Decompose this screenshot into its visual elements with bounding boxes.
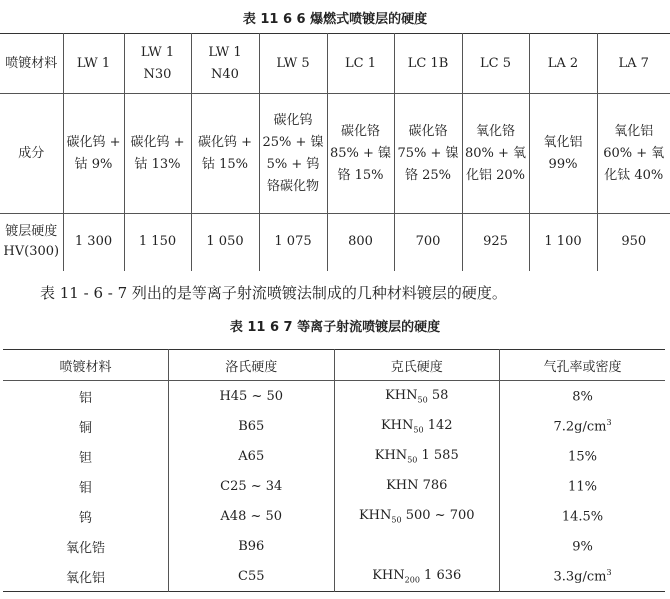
porosity-unit-exponent: 3 (606, 417, 612, 427)
hardness-cell: 1 075 (259, 214, 327, 271)
knoop-sub: 50 (407, 455, 418, 465)
hardness-cell: 1 150 (124, 214, 191, 271)
porosity-value: 9% (572, 539, 593, 555)
column-header: 喷镀材料 (59, 359, 112, 375)
porosity-cell (500, 561, 666, 592)
hardness-cell: 800 (327, 214, 394, 271)
knoop-sub: 50 (391, 515, 402, 525)
knoop-cell (334, 441, 500, 471)
hardness-cell: 1 100 (529, 214, 597, 271)
composition-cell: 碳化钨 25% + 镍 5% + 钨 铬碳化物 (259, 94, 327, 214)
table-row (3, 411, 665, 441)
table-detonation-coating-hardness (0, 33, 670, 271)
composition-cell: 碳化铬 85% + 镍 铬 15% (327, 94, 394, 214)
column-header: 克氏硬度 (334, 350, 500, 381)
rockwell-cell: B65 (169, 411, 335, 441)
knoop-cell (334, 531, 500, 561)
hardness-cell: 1 300 (63, 214, 124, 271)
knoop-val: 500 ~ 700 (401, 507, 475, 523)
hardness-cell: 925 (462, 214, 529, 271)
porosity-cell (500, 441, 666, 471)
knoop-cell (334, 501, 500, 531)
knoop-pre: KHN (385, 387, 418, 403)
material-cell: LW 1 N30 (124, 34, 191, 94)
knoop-sub: 50 (417, 395, 428, 405)
knoop-pre: KHN 786 (386, 477, 448, 493)
porosity-cell (500, 411, 666, 441)
row-label-hardness: 镀层硬度 HV(300) (3, 224, 60, 260)
table-row (3, 561, 665, 592)
material-cell: 铝 (78, 390, 92, 406)
knoop-cell (334, 381, 500, 412)
composition-cell: 碳化钨 + 钴 9% (63, 94, 124, 214)
knoop-val: 58 (427, 387, 449, 403)
material-cell: 钼 (78, 480, 92, 496)
material-cell: 钽 (78, 450, 92, 466)
knoop-pre: KHN (358, 507, 392, 523)
porosity-cell (500, 381, 666, 412)
hardness-cell: 700 (394, 214, 462, 271)
table-row (3, 441, 665, 471)
knoop-pre: KHN (380, 417, 414, 433)
porosity-value: 14.5% (561, 509, 604, 525)
table-row (3, 381, 665, 412)
column-header: 气孔率或密度 (500, 350, 666, 381)
material-cell: LW 1 (63, 34, 124, 94)
row-label-composition: 成分 (18, 145, 45, 161)
hardness-cell: 950 (597, 214, 670, 271)
rockwell-cell: A65 (169, 441, 335, 471)
porosity-cell (500, 531, 666, 561)
rockwell-cell: C25 ~ 34 (169, 471, 335, 501)
composition-cell: 碳化钨 + 钴 15% (191, 94, 259, 214)
material-cell: LA 2 (529, 34, 597, 94)
porosity-unit-exponent: 3 (606, 567, 612, 577)
material-cell: LC 1 (327, 34, 394, 94)
knoop-cell (334, 561, 500, 592)
material-cell: 钨 (78, 510, 92, 526)
knoop-cell (334, 411, 500, 441)
table-row (3, 531, 665, 561)
knoop-sub: 50 (413, 425, 424, 435)
composition-cell: 氧化铝 60% + 氧化钛 40% (597, 94, 670, 214)
porosity-value: 7.2g/cm (553, 419, 607, 435)
rockwell-cell: H45 ~ 50 (169, 381, 335, 412)
composition-cell: 碳化钨 + 钴 13% (124, 94, 191, 214)
material-cell: LW 1 N40 (191, 34, 259, 94)
knoop-val: 1 636 (419, 567, 462, 583)
table1-caption: 表 11 6 6 爆燃式喷镀层的硬度 (242, 12, 428, 27)
table-row (3, 471, 665, 501)
body-paragraph: 表 11 - 6 - 7 列出的是等离子射流喷镀法制成的几种材料镀层的硬度。 (40, 284, 507, 302)
knoop-sub: 200 (404, 575, 420, 585)
row-label-material: 喷镀材料 (5, 55, 58, 71)
rockwell-cell: C55 (169, 561, 335, 592)
rockwell-cell: A48 ~ 50 (169, 501, 335, 531)
porosity-value: 3.3g/cm (553, 569, 607, 585)
porosity-value: 11% (568, 479, 597, 495)
material-cell: 氧化锆 (65, 540, 105, 556)
porosity-cell (500, 501, 666, 531)
porosity-value: 8% (572, 389, 593, 405)
table2-caption: 表 11 6 7 等离子射流喷镀层的硬度 (229, 320, 441, 335)
rockwell-cell: B96 (169, 531, 335, 561)
composition-cell: 氧化铬 80% + 氧化铝 20% (462, 94, 529, 214)
composition-cell: 碳化铬 75% + 镍 铬 25% (394, 94, 462, 214)
material-cell: 铜 (78, 420, 92, 436)
hardness-cell: 1 050 (191, 214, 259, 271)
table-row (3, 501, 665, 531)
knoop-val: 142 (423, 417, 453, 433)
material-cell: 氧化铝 (65, 570, 105, 586)
composition-cell: 氧化铝 99% (529, 94, 597, 214)
porosity-cell (500, 471, 666, 501)
porosity-value: 15% (568, 449, 597, 465)
column-header: 洛氏硬度 (169, 350, 335, 381)
knoop-pre: KHN (374, 447, 408, 463)
knoop-pre: KHN (372, 567, 405, 583)
table-plasma-coating-hardness (3, 349, 665, 592)
knoop-cell (334, 471, 500, 501)
material-cell: LC 5 (462, 34, 529, 94)
knoop-val: 1 585 (417, 447, 459, 463)
material-cell: LW 5 (259, 34, 327, 94)
material-cell: LC 1B (394, 34, 462, 94)
material-cell: LA 7 (597, 34, 670, 94)
